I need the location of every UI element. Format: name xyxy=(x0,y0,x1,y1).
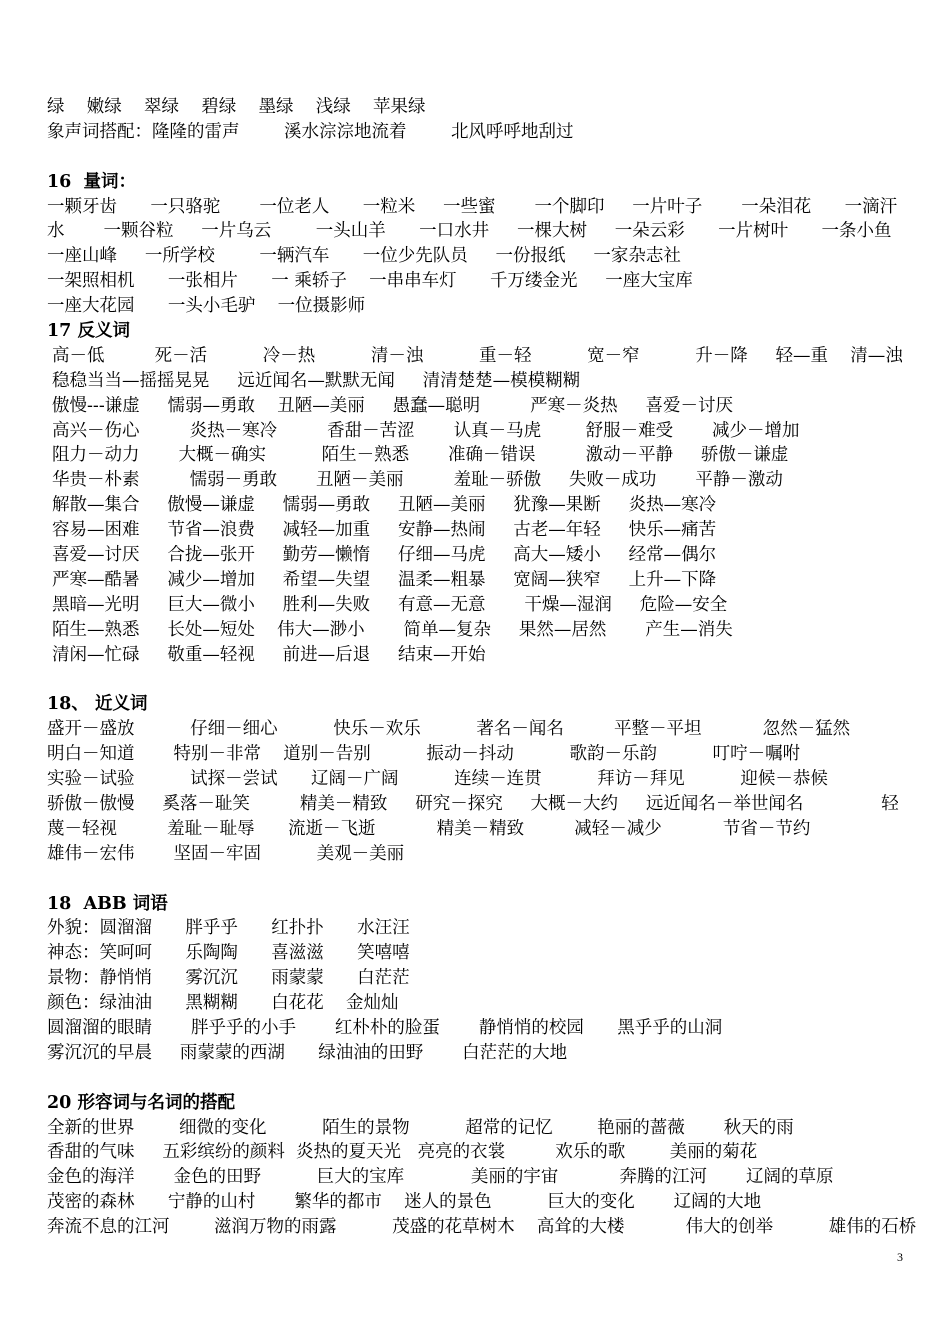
text-line: 骄傲－傲慢 奚落－耻笑 精美－精致 研究－探究 大概－大约 远近闻名－举世闻名 轻 xyxy=(47,793,899,814)
text-line: 高兴－伤心 炎热－寒冷 香甜－苦涩 认真－马虎 舒服－难受 减少－增加 xyxy=(52,420,800,441)
text-line: 华贵－朴素 懦弱－勇敢 丑陋－美丽 羞耻－骄傲 失败－成功 平静－激动 xyxy=(52,470,783,491)
text-line: 神态：笑呵呵 乐陶陶 喜滋滋 笑嘻嘻 xyxy=(47,943,410,964)
text-line: 雾沉沉的早晨 雨蒙蒙的西湖 绿油油的田野 白茫茫的大地 xyxy=(47,1042,568,1063)
text-line: 严寒—酷暑 减少—增加 希望—失望 温柔—粗暴 宽阔—狭窄 上升—下降 xyxy=(52,569,717,590)
text-line: 容易—困难 节省—浪费 减轻—加重 安静—热闹 古老—年轻 快乐—痛苦 xyxy=(52,520,717,541)
text-line: 盛开－盛放 仔细－细心 快乐－欢乐 著名－闻名 平整－平坦 忽然－猛然 xyxy=(47,719,851,740)
text-line: 稳稳当当—摇摇晃晃 远近闻名—默默无闻 清清楚楚—模模糊糊 xyxy=(52,370,581,391)
text-line: 一座山峰 一所学校 一辆汽车 一位少先队员 一份报纸 一家杂志社 xyxy=(47,246,681,267)
text-line: 香甜的气味 五彩缤纷的颜料 炎热的夏天光 亮亮的衣裳 欢乐的歌 美丽的菊花 xyxy=(47,1142,758,1163)
text-line: 高－低 死－活 冷－热 清－浊 重－轻 宽－窄 升－降 轻—重 清—浊 xyxy=(52,345,903,366)
section-heading-synonyms: 18、 近义词 xyxy=(47,694,148,715)
text-line: 茂密的森林 宁静的山村 繁华的都市 迷人的景色 巨大的变化 辽阔的大地 xyxy=(47,1192,762,1213)
spacer xyxy=(47,145,917,170)
text-line: 清闲—忙碌 敬重—轻视 前进—后退 结束—开始 xyxy=(52,644,486,665)
text-line: 奔流不息的江河 滋润万物的雨露 茂盛的花草树木 高耸的大楼 伟大的创举 雄伟的石桥 xyxy=(47,1217,917,1238)
spacer xyxy=(47,867,917,892)
spacer xyxy=(47,667,917,692)
page-number: 3 xyxy=(897,1250,903,1264)
text-line: 一座大花园 一头小毛驴 一位摄影师 xyxy=(47,296,366,317)
text-line: 水 一颗谷粒 一片乌云 一头山羊 一口水井 一棵大树 一朵云彩 一片树叶 一条小鱼 xyxy=(47,221,892,242)
spacer xyxy=(47,1066,917,1091)
text-line: 黑暗—光明 巨大—微小 胜利—失败 有意—无意 干燥—湿润 危险—安全 xyxy=(52,594,728,615)
onomatopoeia-line: 象声词搭配：隆隆的雷声 溪水淙淙地流着 北风呼呼地刮过 xyxy=(47,121,574,142)
text-line: 陌生—熟悉 长处—短处 伟大—渺小 简单—复杂 果然—居然 产生—消失 xyxy=(52,619,733,640)
text-line: 实验－试验 试探－尝试 辽阔－广阔 连续－连贯 拜访－拜见 迎候－恭候 xyxy=(47,769,828,790)
text-line: 金色的海洋 金色的田野 巨大的宝库 美丽的宇宙 奔腾的江河 辽阔的草原 xyxy=(47,1167,834,1188)
text-line: 傲慢---谦虚 懦弱—勇敢 丑陋—美丽 愚蠢—聪明 严寒－炎热 喜爱－讨厌 xyxy=(52,395,733,416)
text-line: 一架照相机 一张相片 一 乘轿子 一串串车灯 千万缕金光 一座大宝库 xyxy=(47,271,693,292)
text-line: 蔑－轻视 羞耻－耻辱 流逝－飞逝 精美－精致 减轻－减少 节省－节约 xyxy=(47,818,811,839)
text-line: 明白－知道 特别－非常 道别－告别 振动－抖动 歌韵－乐韵 叮咛－嘱咐 xyxy=(47,744,801,765)
text-line: 外貌：圆溜溜 胖乎乎 红扑扑 水汪汪 xyxy=(47,918,410,939)
document-page xyxy=(47,95,917,1240)
section-heading-measure-words: 16 量词： xyxy=(47,171,137,192)
text-line: 阻力－动力 大概－确实 陌生－熟悉 准确－错误 激动－平静 骄傲－谦虚 xyxy=(52,445,789,466)
colors-line: 绿 嫩绿 翠绿 碧绿 墨绿 浅绿 苹果绿 xyxy=(47,97,426,117)
text-line: 雄伟－宏伟 坚固－牢固 美观－美丽 xyxy=(47,843,405,864)
section-heading-adjective-noun: 20 形容词与名词的搭配 xyxy=(47,1092,235,1113)
text-line: 解散—集合 傲慢—谦虚 懦弱—勇敢 丑陋—美丽 犹豫—果断 炎热—寒冷 xyxy=(52,495,717,516)
text-line: 全新的世界 细微的变化 陌生的景物 超常的记忆 艳丽的蔷薇 秋天的雨 xyxy=(47,1117,794,1138)
text-line: 圆溜溜的眼睛 胖乎乎的小手 红朴朴的脸蛋 静悄悄的校园 黑乎乎的山洞 xyxy=(47,1017,723,1038)
text-line: 景物：静悄悄 雾沉沉 雨蒙蒙 白茫茫 xyxy=(47,968,410,989)
text-line: 一颗牙齿 一只骆驼 一位老人 一粒米 一些蜜 一个脚印 一片叶子 一朵泪花 一滴汗 xyxy=(47,196,898,217)
section-heading-antonyms: 17 反义词 xyxy=(47,321,130,342)
section-heading-abb-words: 18 ABB 词语 xyxy=(47,893,168,914)
text-line: 喜爱—讨厌 合拢—张开 勤劳—懒惰 仔细—马虎 高大—矮小 经常—偶尔 xyxy=(52,545,717,566)
text-line: 颜色：绿油油 黑糊糊 白花花 金灿灿 xyxy=(47,993,399,1014)
